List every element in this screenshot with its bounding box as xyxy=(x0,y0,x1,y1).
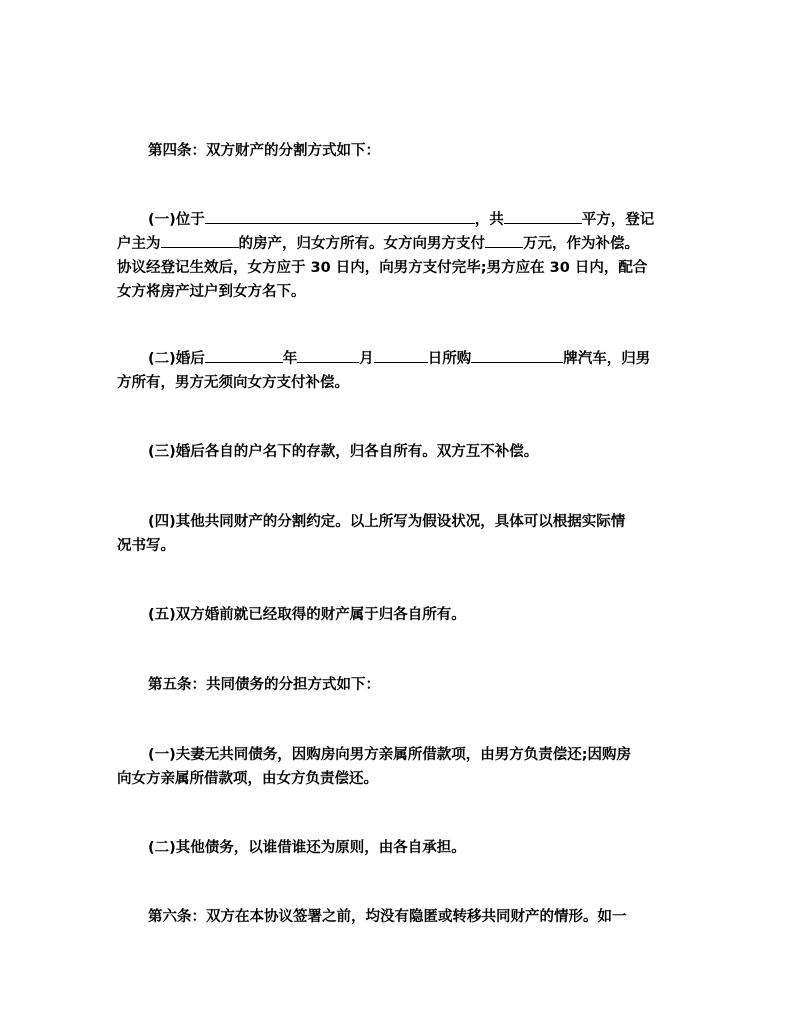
article5-item2: (二)其他债务，以谁借谁还为原则，由各自承担。 xyxy=(148,840,466,856)
article4-item1-line2 xyxy=(117,233,679,255)
text: 日所购 xyxy=(427,351,472,367)
text: 平方，登记 xyxy=(581,212,655,228)
text: 的房产，归女方所有。女方向男方支付 xyxy=(238,236,485,252)
year-blank[interactable] xyxy=(205,348,283,363)
article5-heading: 第五条：共同债务的分担方式如下： xyxy=(148,677,380,693)
area-blank[interactable] xyxy=(504,209,582,224)
car-brand-blank[interactable] xyxy=(471,348,563,363)
article5-item1-line2: 向女方亲属所借款项，由女方负责偿还。 xyxy=(117,771,378,787)
article4-item1-line3: 协议经登记生效后，女方应于 30 日内，向男方支付完毕;男方应在 30 日内，配合 xyxy=(117,260,648,276)
article4-item3: (三)婚后各自的户名下的存款，归各自所有。双方互不补偿。 xyxy=(148,444,539,460)
article4-item4-line1: (四)其他共同财产的分割约定。以上所写为假设状况，具体可以根据实际情 xyxy=(148,514,626,530)
owner-blank[interactable] xyxy=(161,233,239,248)
article5-item1-line1: (一)夫妻无共同债务，因购房向男方亲属所借款项，由男方负责偿还;因购房 xyxy=(148,747,632,763)
text: (一)位于 xyxy=(148,212,205,228)
article4-item1-line4: 女方将房产过户到女方名下。 xyxy=(117,284,306,300)
article4-item4-line2: 况书写。 xyxy=(117,538,175,554)
article4-heading: 第四条：双方财产的分割方式如下： xyxy=(148,143,380,159)
article6-line1: 第六条：双方在本协议签署之前，均没有隐匿或转移共同财产的情形。如一 xyxy=(148,909,627,925)
text: 年 xyxy=(282,351,298,367)
location-blank[interactable] xyxy=(205,209,475,224)
month-blank[interactable] xyxy=(297,348,359,363)
text: 牌汽车，归男 xyxy=(563,351,651,367)
article4-item2-line1 xyxy=(148,348,710,370)
article4-item5: (五)双方婚前就已经取得的财产属于归各自所有。 xyxy=(148,607,466,623)
text: 月 xyxy=(359,351,374,367)
text: ，共 xyxy=(474,212,504,228)
text: 户主为 xyxy=(117,236,161,252)
article4-item2-line2: 方所有，男方无须向女方支付补偿。 xyxy=(117,375,349,391)
text: 万元，作为补偿。 xyxy=(523,236,639,252)
day-blank[interactable] xyxy=(374,348,428,363)
article4-item1-line1 xyxy=(148,209,710,231)
text: (二)婚后 xyxy=(148,351,205,367)
amount-blank[interactable] xyxy=(485,233,523,248)
